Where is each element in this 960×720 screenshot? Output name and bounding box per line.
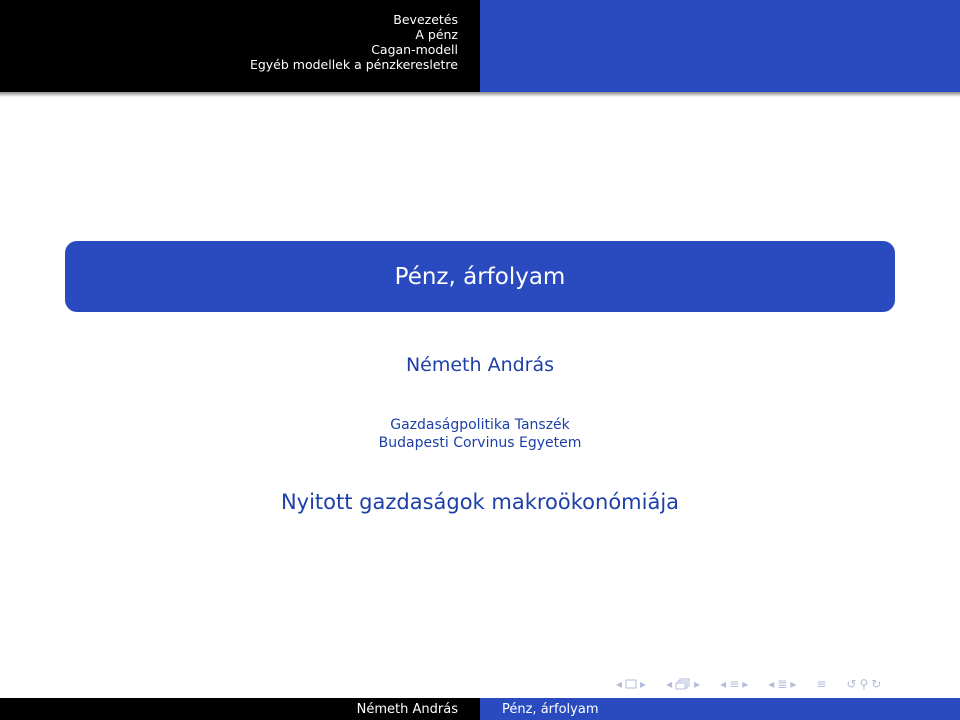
frame-nav-icon[interactable] xyxy=(616,677,646,691)
arrow-left-icon[interactable]: ◂ xyxy=(768,677,775,691)
search-nav-icon[interactable] xyxy=(846,677,881,691)
subsection-nav-icon[interactable] xyxy=(666,677,700,691)
forward-icon[interactable]: ↻ xyxy=(871,677,882,691)
institute-university: Budapesti Corvinus Egyetem xyxy=(378,435,582,451)
nav-section-bevezetes[interactable]: Bevezetés xyxy=(393,12,458,27)
author-name: Németh András xyxy=(405,354,555,376)
nav-section-egyeb-modellek[interactable]: Egyéb modellek a pénzkeresletre xyxy=(249,57,458,72)
arrow-left-icon[interactable]: ◂ xyxy=(666,677,673,691)
search-icon[interactable]: ⚲ xyxy=(859,677,869,691)
back-icon[interactable]: ↺ xyxy=(846,677,857,691)
footline xyxy=(0,698,960,720)
institute xyxy=(0,416,960,452)
nav-section-a-penz[interactable]: A pénz xyxy=(415,27,458,42)
arrow-left-icon[interactable]: ◂ xyxy=(616,677,623,691)
arrow-right-icon[interactable]: ▸ xyxy=(790,677,797,691)
footer-author: Németh András xyxy=(0,698,480,720)
appendix-icon[interactable]: ≡ xyxy=(816,677,827,691)
headline-shadow xyxy=(0,92,960,97)
headline-right-bar xyxy=(480,0,960,92)
arrow-right-icon[interactable]: ▸ xyxy=(640,677,647,691)
presentation-title: Pénz, árfolyam xyxy=(394,263,566,290)
presentation-icon[interactable]: ≣ xyxy=(777,677,788,691)
appendix-nav-icon[interactable] xyxy=(816,677,826,691)
course-name: Nyitott gazdaságok makroökonómiája xyxy=(280,490,680,514)
arrow-right-icon[interactable]: ▸ xyxy=(742,677,749,691)
section-navigation xyxy=(0,0,480,92)
title-box xyxy=(65,241,895,312)
section-icon[interactable]: ≡ xyxy=(729,677,740,691)
nav-section-cagan-modell[interactable]: Cagan-modell xyxy=(371,42,458,57)
arrow-left-icon[interactable]: ◂ xyxy=(720,677,727,691)
section-nav-icon[interactable] xyxy=(720,677,748,691)
presentation-nav-icon[interactable] xyxy=(768,677,796,691)
headline xyxy=(0,0,960,92)
footer-title: Pénz, árfolyam xyxy=(480,698,960,720)
subsection-icon[interactable] xyxy=(675,678,691,690)
frame-icon[interactable] xyxy=(625,679,637,689)
beamer-navigation-symbols xyxy=(616,674,960,694)
arrow-right-icon[interactable]: ▸ xyxy=(694,677,701,691)
institute-department: Gazdaságpolitika Tanszék xyxy=(390,417,570,433)
